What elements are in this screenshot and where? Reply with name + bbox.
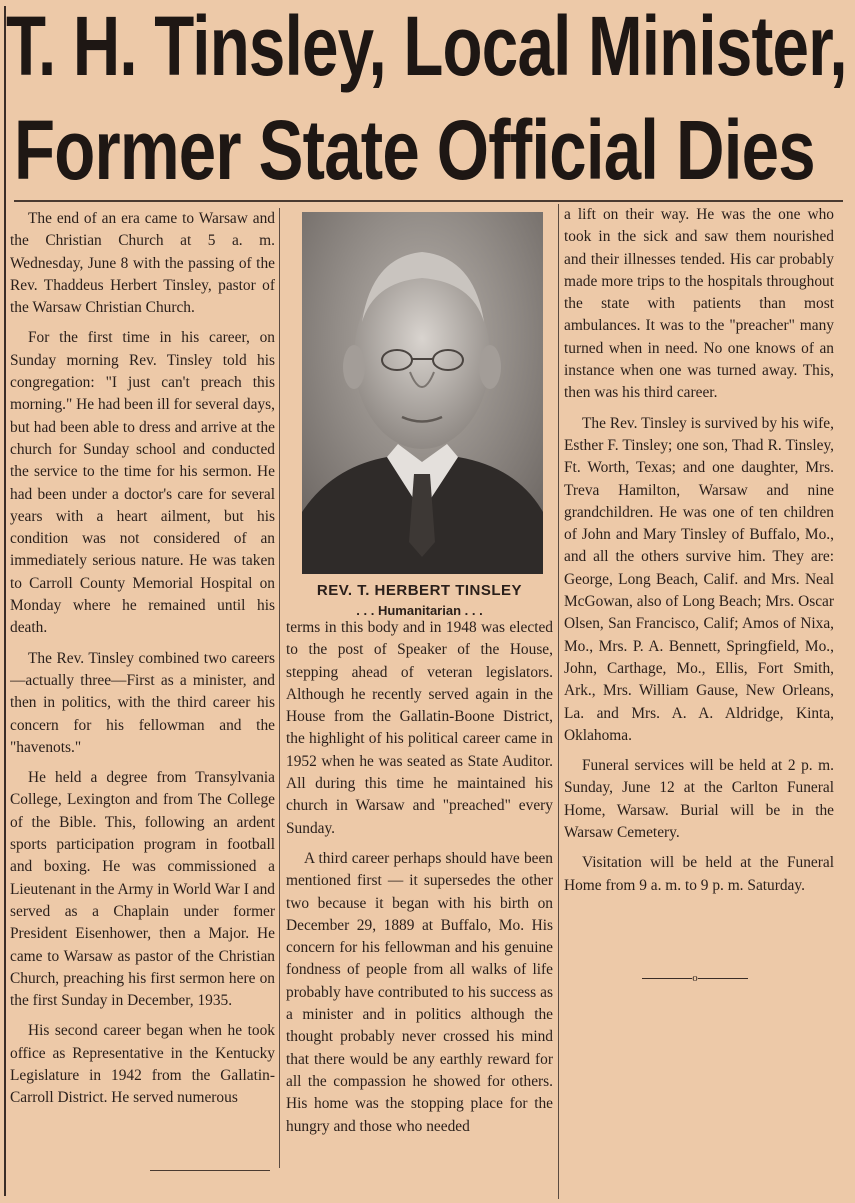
left-border-rule — [4, 6, 6, 1196]
headline-rule — [14, 200, 843, 202]
portrait-photo — [302, 212, 543, 574]
column-end-rule — [150, 1170, 270, 1171]
article-column-1 — [10, 208, 275, 1166]
paragraph: a lift on their way. He was the one who took in the sick and saw them nourished and their illnesses tended. His car probably made more trips to the hospitals throughout the state with patients than most ambulances. It was to the "preacher" many turned when in need. No one knows of an instance when one was turned away. This, then was his third career. — [564, 206, 834, 402]
paragraph: He held a degree from Transylvania College, Lexington and from The College of the Bible. This, following an ardent sports participation program in football and boxing. He was commissioned a Lieutenant in the Army in World War I and served as a Chaplain under former President Eisenhower, then a Major. He came to Warsaw as pastor of the Christian Church, preaching his first sermon here on the first Sunday in December, 1935. — [10, 769, 275, 1010]
paragraph: The end of an era came to Warsaw and the Christian Church at 5 a. m. Wednesday, June 8 with the passing of the Rev. Thaddeus Herbert Tinsley, pastor of the Warsaw Christian Church. — [10, 210, 275, 317]
paragraph: The Rev. Tinsley combined two careers—actually three—First as a minister, and then in politics, with the third career his concern for his fellowman and the "havenots." — [10, 649, 275, 756]
column-divider — [279, 208, 280, 1168]
paragraph: Visitation will be held at the Funeral Home from 9 a. m. to 9 p. m. Saturday. — [564, 854, 834, 894]
paragraph: terms in this body and in 1948 was elected to the post of Speaker of the House, stepping ahead of veteran legislators. Although he recently served again in the House from the Gallatin-Boone District, the highlight of his political career came in 1952 when he was seated as State Auditor. All during this time he maintained his church in Warsaw and "preached" every Sunday. — [286, 619, 553, 837]
photo-caption-subtitle: . . . Humanitarian . . . — [356, 603, 483, 618]
portrait-image — [302, 212, 543, 574]
paragraph: For the first time in his career, on Sunday morning Rev. Tinsley told his congregation: "I just can't preach this morning." He had been ill for several days, but had been able to dress and arrive at the church for Sunday school and conducted the service to the time for his sermon. He had been under a doctor's care for several years with a heart ailment, but his condition was not considered of an immediately serious nature. He was taken to Carroll County Memorial Hospital on Monday where he remained until his death. — [10, 329, 275, 637]
article-column-2 — [286, 617, 553, 1200]
article-column-3 — [564, 204, 834, 974]
paragraph: A third career perhaps should have been mentioned first — it supersedes the other two because it began with his birth on December 29, 1889 at Buffalo, Mo. His concern for his fellowman and his genuine fondness of people from all walks of life probably have contributed to his success as a minister and in politics although the thought probably never crossed his mind that there would be any earthly reward for all the compassion he showed for others. His home was the stopping place for the hungry and those who needed — [286, 849, 553, 1135]
paragraph: His second career began when he took office as Representative in the Kentucky Legislature in 1942 from the Gallatin-Carroll District. He served numerous — [10, 1022, 275, 1107]
end-mark-glyph: o — [692, 972, 698, 984]
headline-line-1: T. H. Tinsley, Local Minister, — [6, 0, 847, 93]
headline-line-2: Former State Official Dies — [14, 103, 815, 197]
column-divider — [558, 204, 559, 1199]
paragraph: Funeral services will be held at 2 p. m. Sunday, June 12 at the Carlton Funeral Home, Warsaw. Burial will be in the Warsaw Cemetery. — [564, 757, 834, 842]
article-end-mark — [630, 973, 760, 983]
photo-caption-name: REV. T. HERBERT TINSLEY — [316, 582, 523, 599]
paragraph: The Rev. Tinsley is survived by his wife, Esther F. Tinsley; one son, Thad R. Tinsley, Ft. Worth, Texas; and one daughter, Mrs. Treva Hamilton, Warsaw and nine grandchildren. He was one of ten children of John and Mary Tinsley of Buffalo, Mo., and all the others survive him. They are: George, Long Beach, Calif. and Mrs. Neal McGowan, also of Long Beach; Mrs. Oscar Olsen, San Francisco, Calif; Amos of Nixa, Mo., Mrs. P. A. Bennett, Springfield, Mo., John, Carthage, Mo., Ellis, Fort Smith, Ark., Mrs. William Gause, New Orleans, La. and Mrs. A. A. Aldridge, Kinta, Oklahoma. — [564, 414, 834, 744]
